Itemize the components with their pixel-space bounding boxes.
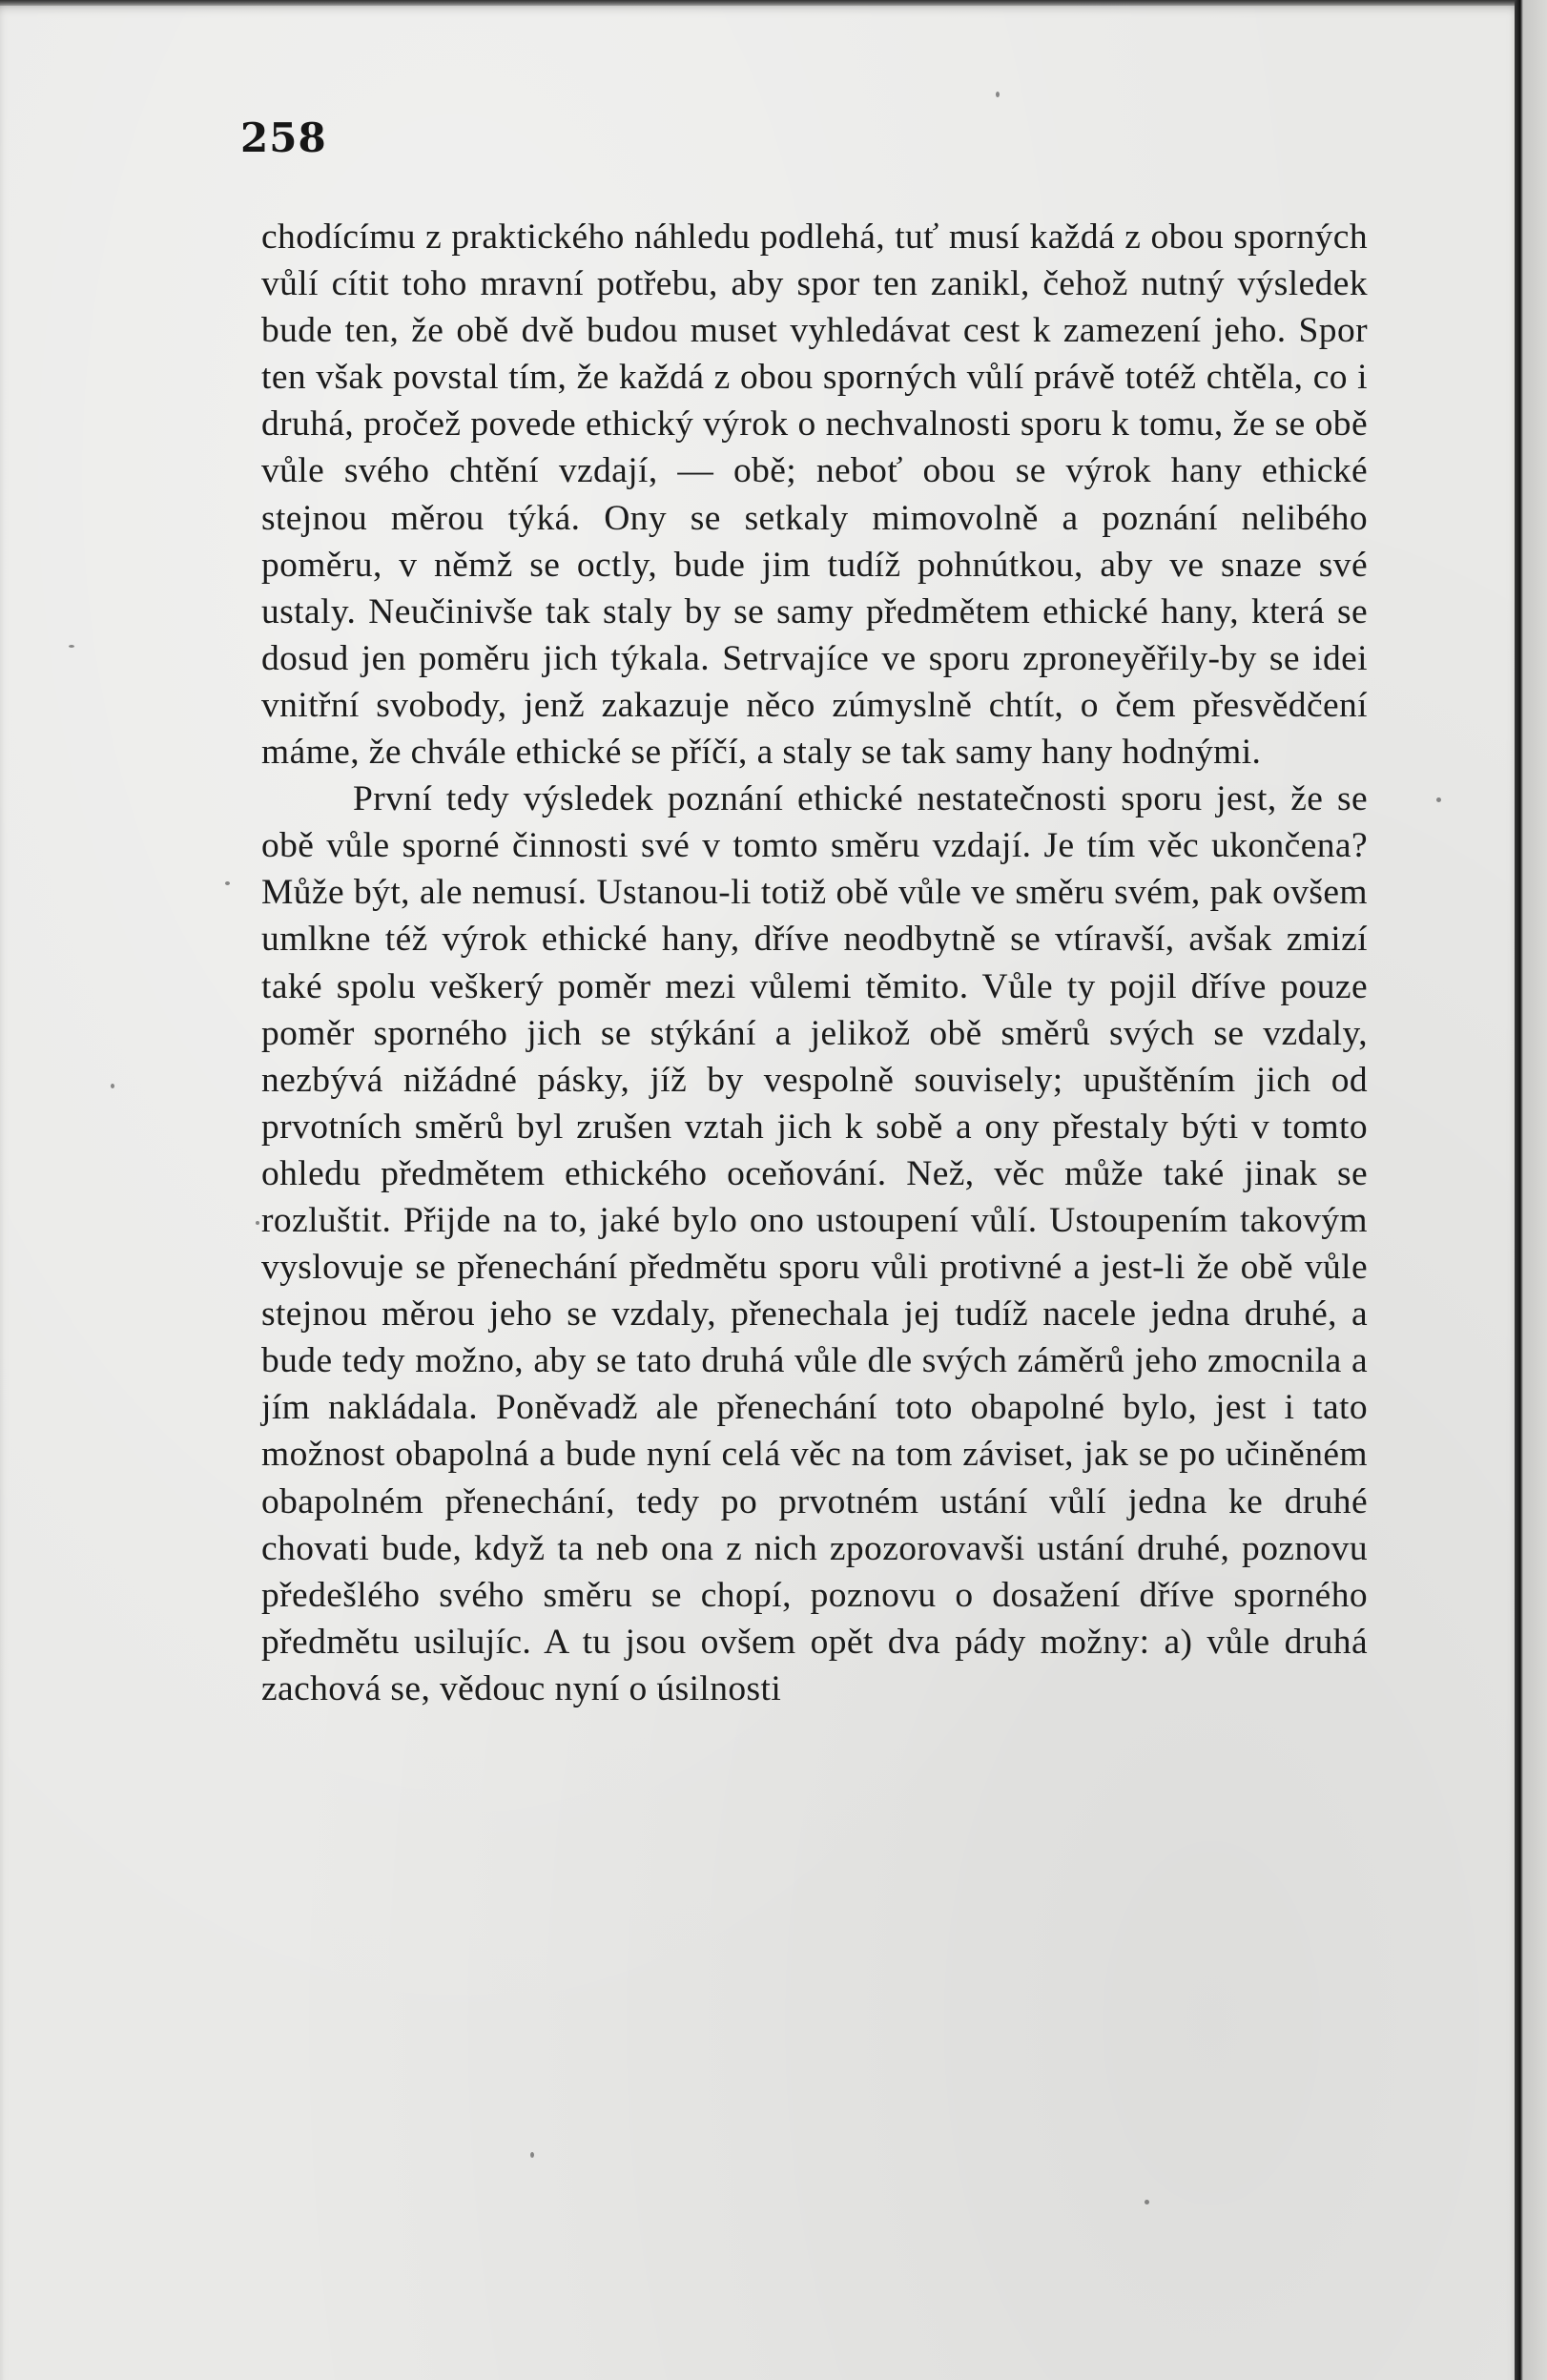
page-number: 258 [240, 114, 327, 161]
paper-speck [996, 92, 1000, 97]
paragraph-2: První tedy výsledek poznání ethické nestatečnosti sporu jest, že se obě vůle sporné činnosti své v tomto směru vzdají. Je tím věc ukončena? Může být, ale nemusí. Ustanou-li totiž obě vůle ve směru svém, pak ovšem umlkne též výrok ethické hany, dříve neodbytně se vtíravší, avšak zmizí také spolu veškerý poměr mezi vůlemi těmito. Vůle ty pojil dříve pouze poměr sporného jich se stýkání a jelikož obě směrů svých se vzdaly, nezbývá nižádné pásky, jíž by vespolně souvisely; upuštěním jich od prvotních směrů byl zrušen vztah jich k sobě a ony přestaly býti v tomto ohledu předmětem ethického oceňování. Než, věc může také jinak se rozluštit. Přijde na to, jaké bylo ono ustoupení vůlí. Ustoupením takovým vyslovuje se přenechání předmětu sporu vůli protivné a jest-li že obě vůle stejnou měrou jeho se vzdaly, přenechala jej tudíž nacele jedna druhé, a bude tedy možno, aby se tato druhá vůle dle svých záměrů jeho zmocnila a jím nakládala. Poněvadž ale přenechání toto obapolné bylo, jest i tato možnost obapolná a bude nyní celá věc na tom záviset, jak se po učiněném obapolném přenechání, tedy po prvotném ustání vůlí jedna ke druhé chovati bude, když ta neb ona z nich zpozorovavši ustání druhé, poznovu předešlého svého směru se chopí, poznovu o dosažení dříve sporného předmětu usilujíc. A tu jsou ovšem opět dva pády možny: a) vůle druhá zachová se, vědouc nyní o úsilnosti [261, 779, 1368, 1708]
page-binding-edge [1515, 0, 1547, 2380]
paper-speck [256, 1221, 259, 1225]
paragraph-1: chodícímu z praktického náhledu podlehá, tuť musí každá z obou sporných vůlí cítit toho mravní potřebu, aby spor ten zanikl, čehož nutný výsledek bude ten, že obě dvě budou muset vyhledávat cest k zamezení jeho. Spor ten však povstal tím, že každá z obou sporných vůlí právě totéž chtěla, co i druhá, pročež povede ethický výrok o nechvalnosti sporu k tomu, že se obě vůle svého chtění vzdají, — obě; neboť obou se výrok hany ethické stejnou měrou týká. Ony se setkaly mimovolně a poznání nelibého poměru, v němž se octly, bude jim tudíž pohnútkou, aby ve snaze své ustaly. Neučinivše tak staly by se samy předmětem ethické hany, která se dosud jen poměru jich týkala. Setrvajíce ve sporu zproneyěřily-by se idei vnitřní svobody, jenž zakazuje něco zúmyslně chtít, o čem přesvědčení máme, že chvále ethické se příčí, a staly se tak samy hany hodnými. [261, 217, 1368, 773]
page-top-shadow [0, 0, 1515, 6]
paper-speck [225, 881, 230, 885]
paper-speck [1145, 2200, 1149, 2204]
paper-speck [69, 645, 74, 648]
paper-speck [1436, 797, 1441, 802]
paper-speck [530, 2152, 534, 2158]
paper-speck [111, 1084, 114, 1088]
body-text [261, 214, 1368, 1712]
